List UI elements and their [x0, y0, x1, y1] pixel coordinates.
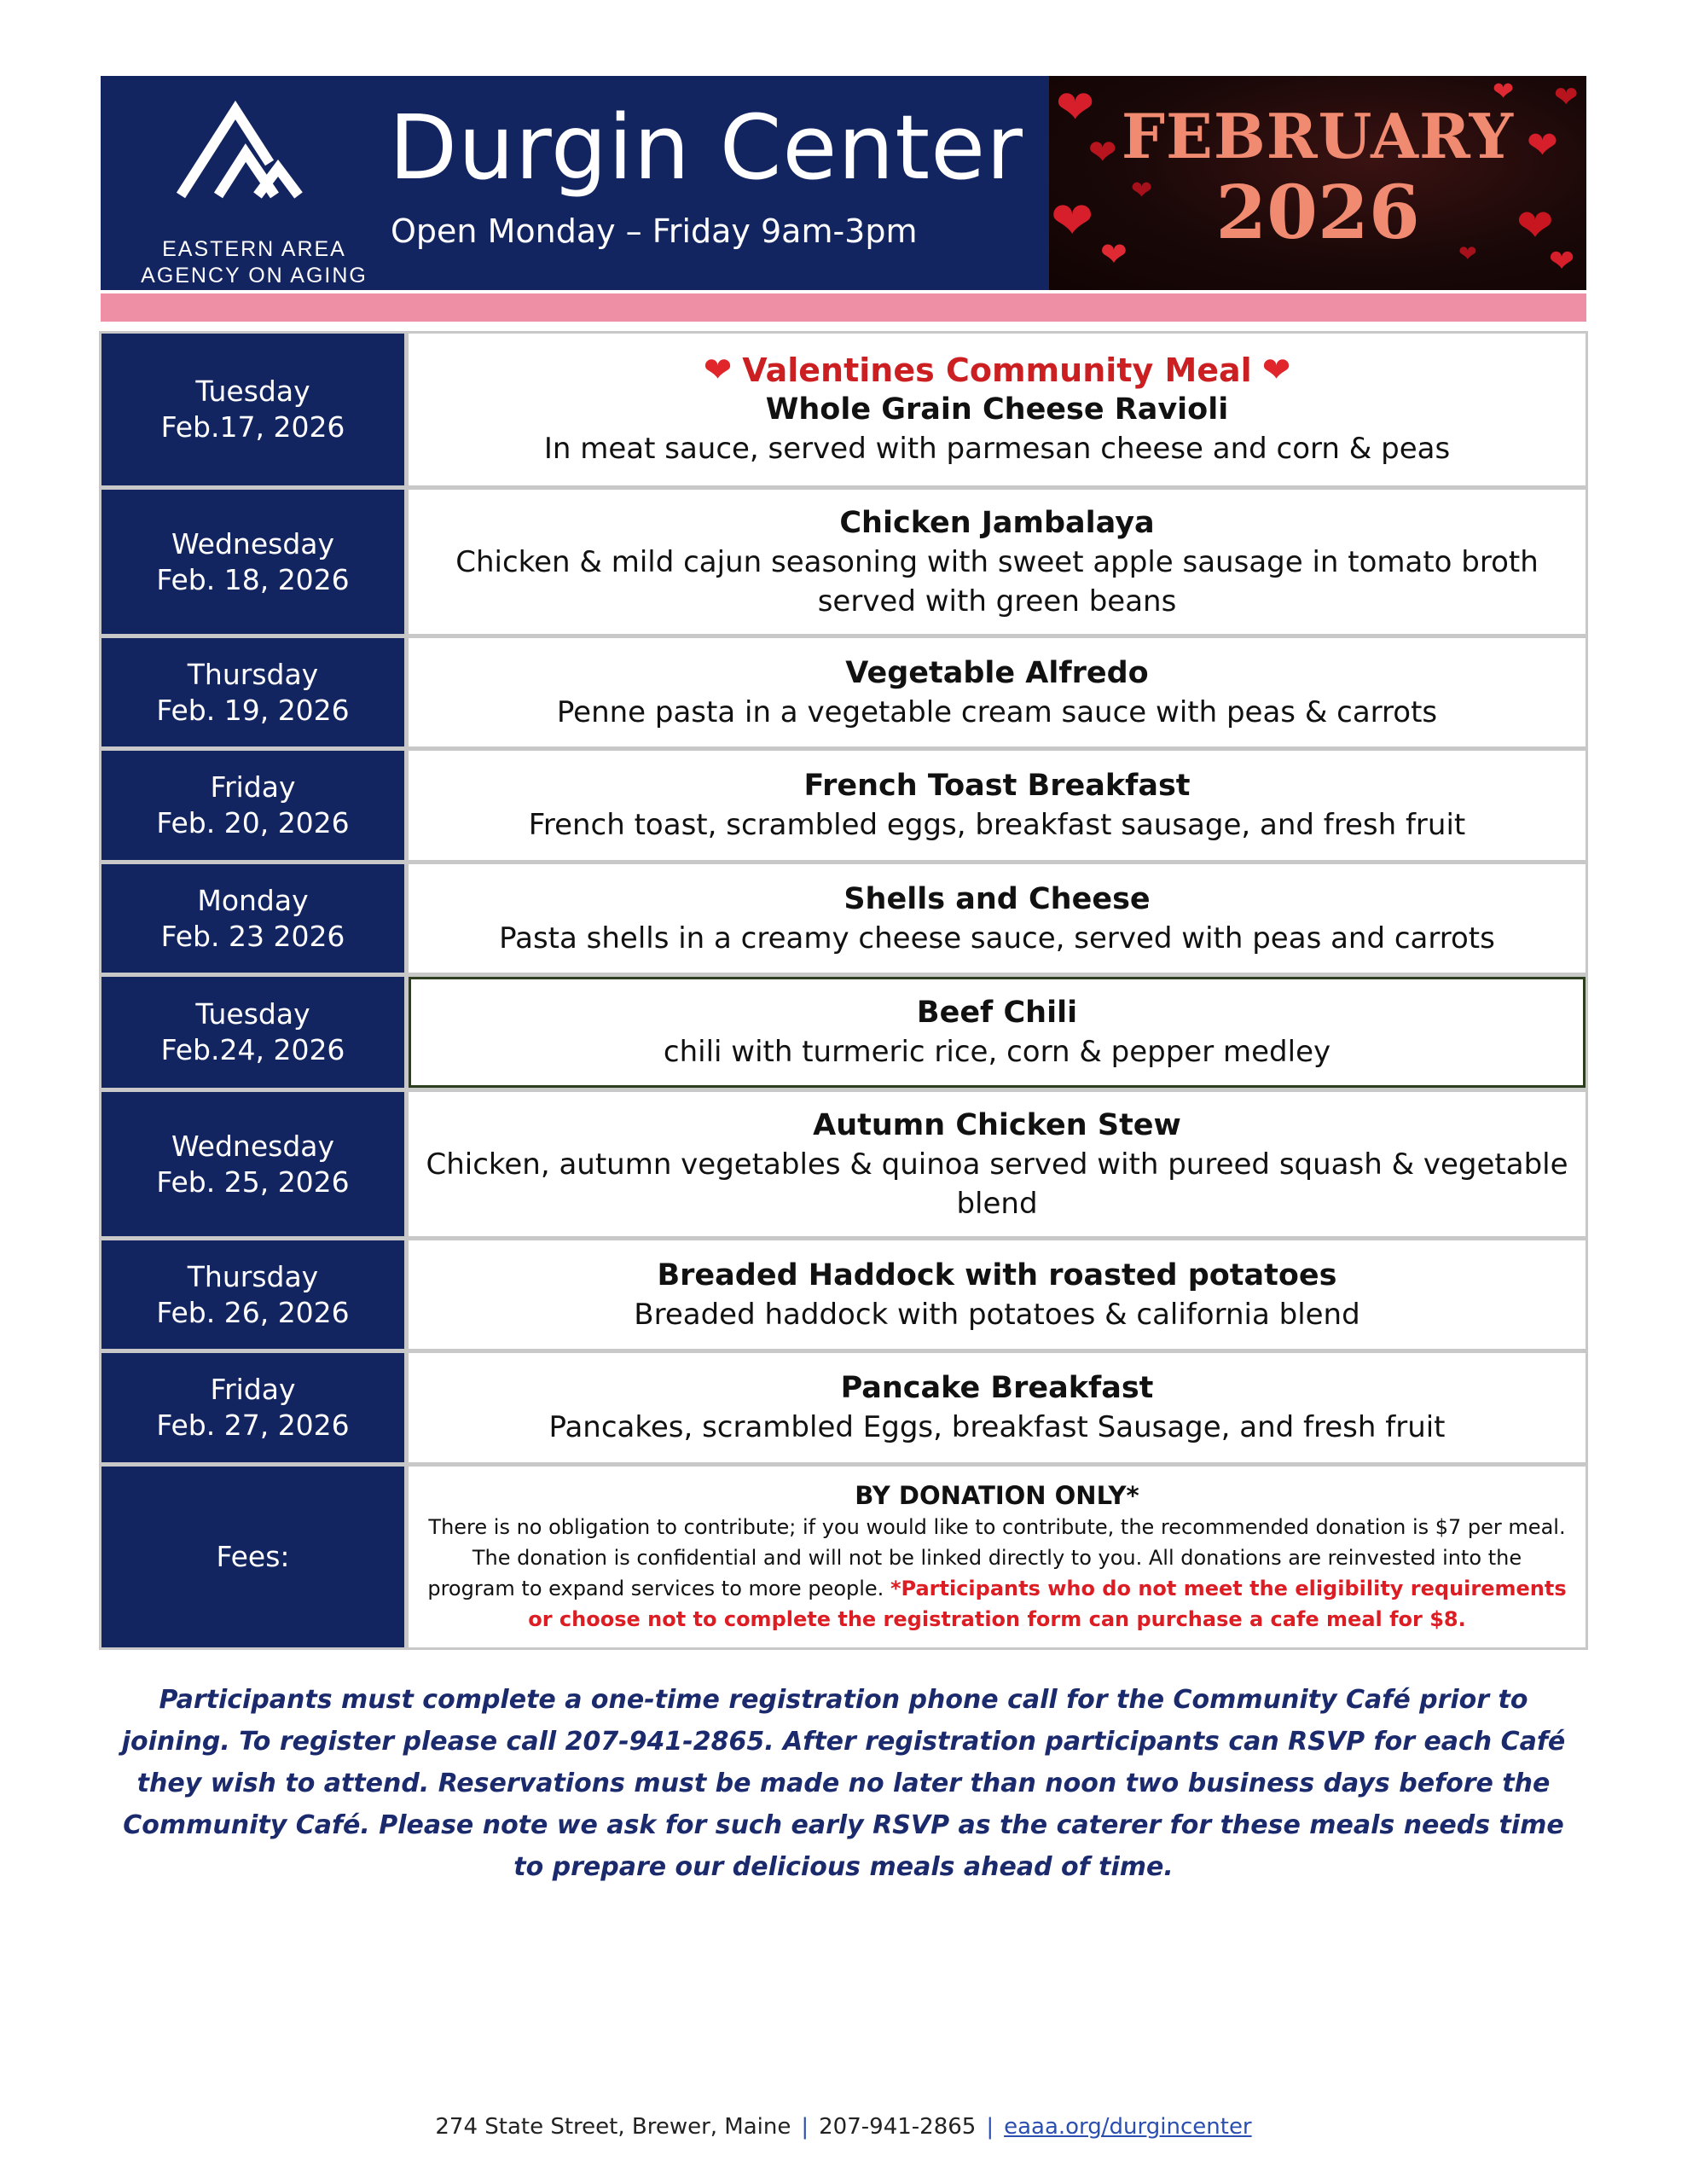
- day-name: Tuesday: [195, 375, 310, 408]
- day-name: Monday: [197, 883, 309, 917]
- dish-description: Penne pasta in a vegetable cream sauce with peas & carrots: [556, 694, 1438, 729]
- special-event-title: Valentines Community Meal: [742, 351, 1252, 389]
- dish-name: Vegetable Alfredo: [845, 655, 1149, 690]
- dish-description: Chicken, autumn vegetables & quinoa served with pureed squash & vegetable blend: [426, 1147, 1568, 1221]
- meal-cell: [409, 1240, 1586, 1349]
- meal-cell: [409, 490, 1586, 634]
- dish-description: French toast, scrambled eggs, breakfast sausage, and fresh fruit: [528, 808, 1466, 842]
- dish-description: chili with turmeric rice, corn & pepper medley: [663, 1035, 1331, 1069]
- day-name: Tuesday: [195, 997, 310, 1031]
- day-name: Wednesday: [171, 1129, 335, 1163]
- day-cell: [101, 1092, 404, 1236]
- dish-description: Chicken & mild cajun seasoning with sweet apple sausage in tomato broth served with green beans: [455, 544, 1539, 619]
- day-name: Friday: [210, 1373, 296, 1406]
- day-date: Feb. 20, 2026: [156, 806, 350, 839]
- year-label: 2026: [1215, 170, 1420, 256]
- center-hours: Open Monday – Friday 9am-3pm: [391, 212, 918, 250]
- meal-cell: [409, 977, 1586, 1088]
- footer: [0, 2112, 1687, 2141]
- heart-icon: ❤: [1261, 351, 1291, 390]
- center-title: Durgin Center: [389, 96, 1023, 200]
- menu-row: [101, 334, 1586, 485]
- dish-name: Whole Grain Cheese Ravioli: [765, 392, 1229, 427]
- day-date: Feb. 25, 2026: [156, 1165, 350, 1199]
- fees-label-cell: [101, 1467, 404, 1647]
- day-cell: [101, 1240, 404, 1349]
- menu-row: [101, 751, 1586, 860]
- mountain-logo-icon: [176, 100, 304, 202]
- day-name: Thursday: [187, 657, 319, 691]
- dish-name: French Toast Breakfast: [803, 769, 1191, 803]
- day-cell: [101, 977, 404, 1088]
- day-name: Friday: [210, 770, 296, 804]
- meal-cell: [409, 638, 1586, 746]
- meal-cell: [409, 334, 1586, 485]
- footer-separator: |: [801, 2114, 809, 2140]
- day-date: Feb. 23 2026: [160, 919, 345, 953]
- day-name: Thursday: [187, 1259, 319, 1293]
- meal-cell: [409, 1092, 1586, 1236]
- meal-cell: [409, 864, 1586, 973]
- day-date: Feb.17, 2026: [160, 410, 345, 444]
- fees-label: Fees:: [216, 1540, 290, 1573]
- day-cell: [101, 864, 404, 973]
- footer-address: 274 State Street, Brewer, Maine: [435, 2114, 791, 2140]
- heart-icon: ❤: [1088, 133, 1117, 172]
- dish-name: Shells and Cheese: [844, 881, 1151, 916]
- registration-note: Participants must complete a one-time registration phone call for the Community Café prior to joining. To register please call 207-941-2865. After registration participants can RSVP for each Café they wish to attend. Reservations must be made no later than noon two business days before the Community Café. Please note we ask for such early RSVP as the caterer for these meals needs time to prepare our delicious meals ahead of time.: [121, 1685, 1566, 1882]
- header: [101, 76, 1586, 290]
- day-date: Feb. 18, 2026: [156, 562, 350, 596]
- fees-title: BY DONATION ONLY*: [855, 1481, 1139, 1510]
- day-name: Wednesday: [171, 526, 335, 561]
- heart-icon: ❤: [1516, 200, 1554, 252]
- agency-name: [126, 236, 382, 289]
- heart-icon: ❤: [1458, 241, 1477, 267]
- month-label: FEBRUARY: [1121, 100, 1515, 172]
- heart-icon: ❤: [1131, 176, 1153, 206]
- heart-icon: ❤: [1056, 80, 1095, 134]
- footer-separator: |: [986, 2114, 994, 2140]
- day-cell: [101, 638, 404, 746]
- dish-name: Autumn Chicken Stew: [813, 1107, 1181, 1142]
- menu-row: [101, 638, 1586, 746]
- dish-name: Beef Chili: [916, 996, 1078, 1030]
- day-date: Feb. 27, 2026: [156, 1409, 350, 1442]
- day-cell: [101, 334, 404, 485]
- dish-description: Pasta shells in a creamy cheese sauce, served with peas and carrots: [499, 921, 1495, 956]
- menu-row: [101, 864, 1586, 973]
- menu-row: [101, 977, 1586, 1088]
- fees-row: [101, 1467, 1586, 1647]
- menu-table: [99, 331, 1588, 1650]
- fees-cell: [409, 1467, 1586, 1647]
- pink-divider: [101, 293, 1586, 322]
- menu-row: [101, 490, 1586, 634]
- heart-icon: ❤: [1527, 124, 1558, 167]
- menu-row: [101, 1353, 1586, 1462]
- meal-cell: [409, 1353, 1586, 1462]
- menu-row: [101, 1240, 1586, 1349]
- heart-icon: ❤: [1549, 244, 1575, 279]
- dish-description: Pancakes, scrambled Eggs, breakfast Sausage, and fresh fruit: [548, 1410, 1446, 1444]
- day-date: Feb.24, 2026: [160, 1033, 345, 1066]
- special-event: [704, 351, 1290, 390]
- day-cell: [101, 1353, 404, 1462]
- heart-icon: ❤: [1493, 77, 1515, 107]
- dish-name: Chicken Jambalaya: [839, 505, 1155, 540]
- footer-website-link[interactable]: eaaa.org/durgincenter: [1004, 2114, 1252, 2140]
- fees-eligibility-note: *Participants who do not meet the eligibility requirements or choose not to complete the registration form can purchase a cafe meal for $8.: [528, 1577, 1567, 1631]
- day-date: Feb. 26, 2026: [156, 1295, 350, 1329]
- menu-row: [101, 1092, 1586, 1236]
- dish-description: In meat sauce, served with parmesan cheese and corn & peas: [543, 432, 1451, 466]
- day-cell: [101, 751, 404, 860]
- fees-text: There is no obligation to contribute; if you would like to contribute, the recommended donation is $7 per meal. The donation is confidential and will not be linked directly to you. All donations are reinvested into the program to expand services to more people.: [427, 1515, 1566, 1600]
- heart-icon: ❤: [1100, 235, 1128, 273]
- day-cell: [101, 490, 404, 634]
- day-date: Feb. 19, 2026: [156, 693, 350, 727]
- agency-line-1: EASTERN AREA: [162, 237, 346, 261]
- dish-description: Breaded haddock with potatoes & california blend: [634, 1297, 1360, 1332]
- heart-icon: ❤: [1051, 191, 1094, 251]
- footer-phone: 207-941-2865: [819, 2114, 977, 2140]
- fees-description: [420, 1512, 1574, 1635]
- heart-icon: ❤: [703, 351, 733, 390]
- dish-name: Pancake Breakfast: [840, 1371, 1154, 1405]
- dish-name: Breaded Haddock with roasted potatoes: [657, 1258, 1337, 1292]
- heart-icon: ❤: [1554, 80, 1579, 114]
- agency-logo: [126, 100, 368, 288]
- february-banner: [1049, 76, 1586, 290]
- agency-line-2: AGENCY ON AGING: [141, 264, 368, 288]
- meal-cell: [409, 751, 1586, 860]
